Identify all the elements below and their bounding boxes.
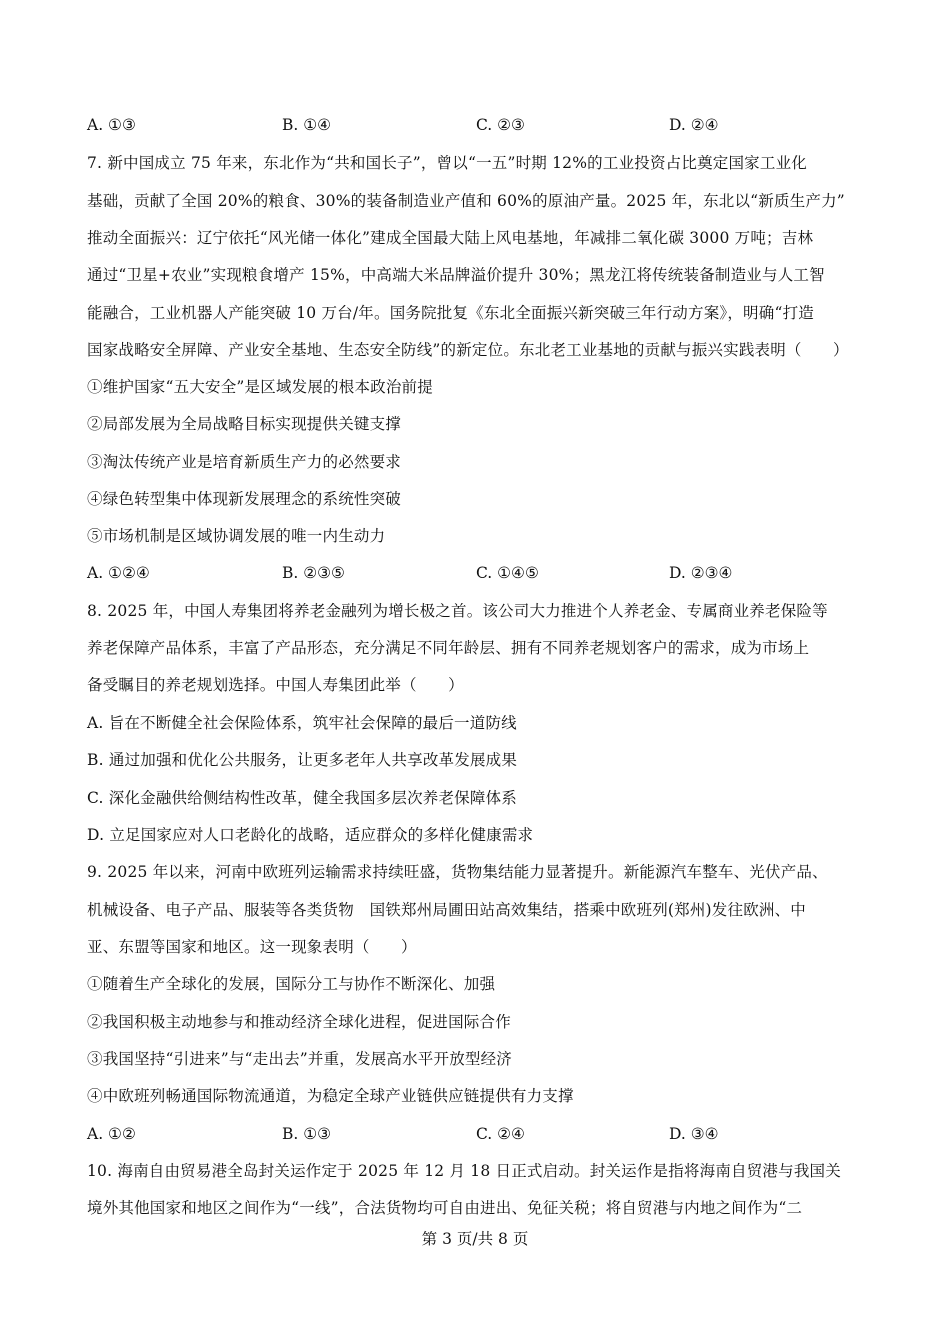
q9-stem-line: 9. 2025 年以来，河南中欧班列运输需求持续旺盛，货物集结能力显著提升。新能源汽车整车、光伏产品、 xyxy=(87,863,828,881)
q7-item: ④绿色转型集中体现新发展理念的系统性突破 xyxy=(87,490,402,508)
q9-option-b: B. ①③ xyxy=(282,1125,332,1143)
q10-stem-line: 10. 海南自由贸易港全岛封关运作定于 2025 年 12 月 18 日正式启动。封关运作是指将海南自贸港与我国关 xyxy=(87,1162,841,1180)
q9-stem-line: 亚、东盟等国家和地区。这一现象表明（ ） xyxy=(87,938,417,956)
q8-stem-line: 备受瞩目的养老规划选择。中国人寿集团此举（ ） xyxy=(87,676,464,694)
q9-stem-line: 机械设备、电子产品、服装等各类货物 国铁郑州局圃田站高效集结，搭乘中欧班列(郑州)发往欧洲、中 xyxy=(87,901,806,919)
page-number: 第 3 页/共 8 页 xyxy=(421,1230,529,1248)
q6-option-d: D. ②④ xyxy=(669,116,719,134)
q8-choice-d: D. 立足国家应对人口老龄化的战略，适应群众的多样化健康需求 xyxy=(87,826,534,844)
q6-option-c: C. ②③ xyxy=(476,116,525,134)
q8-choice-b: B. 通过加强和优化公共服务，让更多老年人共享改革发展成果 xyxy=(87,751,518,769)
q9-item: ②我国积极主动地参与和推动经济全球化进程，促进国际合作 xyxy=(87,1013,511,1031)
q7-option-d: D. ②③④ xyxy=(669,564,733,582)
q8-stem-line: 8. 2025 年，中国人寿集团将养老金融列为增长极之首。该公司大力推进个人养老金、专属商业养老保险等 xyxy=(87,602,828,620)
q7-option-b: B. ②③⑤ xyxy=(282,564,345,582)
q7-item: ②局部发展为全局战略目标实现提供关键支撑 xyxy=(87,415,402,433)
q10-stem-line: 境外其他国家和地区之间作为“一线”，合法货物均可自由进出、免征关税；将自贸港与内地之间作为“二 xyxy=(87,1199,803,1217)
q7-stem-line: 基础，贡献了全国 20%的粮食、30%的装备制造业产值和 60%的原油产量。2025 年，东北以“新质生产力” xyxy=(87,192,845,210)
q7-stem-line: 国家战略安全屏障、产业安全基地、生态安全防线”的新定位。东北老工业基地的贡献与振兴实践表明（ ） xyxy=(87,341,849,359)
q7-stem-line: 通过“卫星+农业”实现粮食增产 15%，中高端大米品牌溢价提升 30%；黑龙江将传统装备制造业与人工智 xyxy=(87,266,825,284)
q8-choice-a: A. 旨在不断健全社会保险体系，筑牢社会保障的最后一道防线 xyxy=(87,714,517,732)
q9-item: ③我国坚持“引进来”与“走出去”并重，发展高水平开放型经济 xyxy=(87,1050,512,1068)
q7-stem-line: 7. 新中国成立 75 年来，东北作为“共和国长子”，曾以“一五”时期 12%的工业投资占比奠定国家工业化 xyxy=(87,154,807,172)
q6-options xyxy=(87,114,867,136)
q7-item: ①维护国家“五大安全”是区域发展的根本政治前提 xyxy=(87,378,433,396)
q7-stem-line: 推动全面振兴：辽宁依托“风光储一体化”建成全国最大陆上风电基地，年减排二氧化碳 3000 万吨；吉林 xyxy=(87,229,814,247)
q9-option-c: C. ②④ xyxy=(476,1125,525,1143)
q7-item: ③淘汰传统产业是培育新质生产力的必然要求 xyxy=(87,453,402,471)
q7-stem-line: 能融合，工业机器人产能突破 10 万台/年。国务院批复《东北全面振兴新突破三年行动方案》，明确“打造 xyxy=(87,304,814,322)
q8-choice-c: C. 深化金融供给侧结构性改革，健全我国多层次养老保障体系 xyxy=(87,789,517,807)
q8-stem-line: 养老保障产品体系，丰富了产品形态，充分满足不同年龄层、拥有不同养老规划客户的需求，成为市场上 xyxy=(87,639,810,657)
q9-item: ①随着生产全球化的发展，国际分工与协作不断深化、加强 xyxy=(87,975,496,993)
q9-item: ④中欧班列畅通国际物流通道，为稳定全球产业链供应链提供有力支撑 xyxy=(87,1087,574,1105)
q7-item: ⑤市场机制是区域协调发展的唯一内生动力 xyxy=(87,527,386,545)
q7-option-c: C. ①④⑤ xyxy=(476,564,539,582)
q6-option-b: B. ①④ xyxy=(282,116,332,134)
q9-options xyxy=(87,1123,867,1145)
q7-option-a: A. ①②④ xyxy=(87,564,150,582)
q9-option-a: A. ①② xyxy=(87,1125,136,1143)
q9-option-d: D. ③④ xyxy=(669,1125,719,1143)
q6-option-a: A. ①③ xyxy=(87,116,136,134)
q7-options xyxy=(87,562,867,584)
